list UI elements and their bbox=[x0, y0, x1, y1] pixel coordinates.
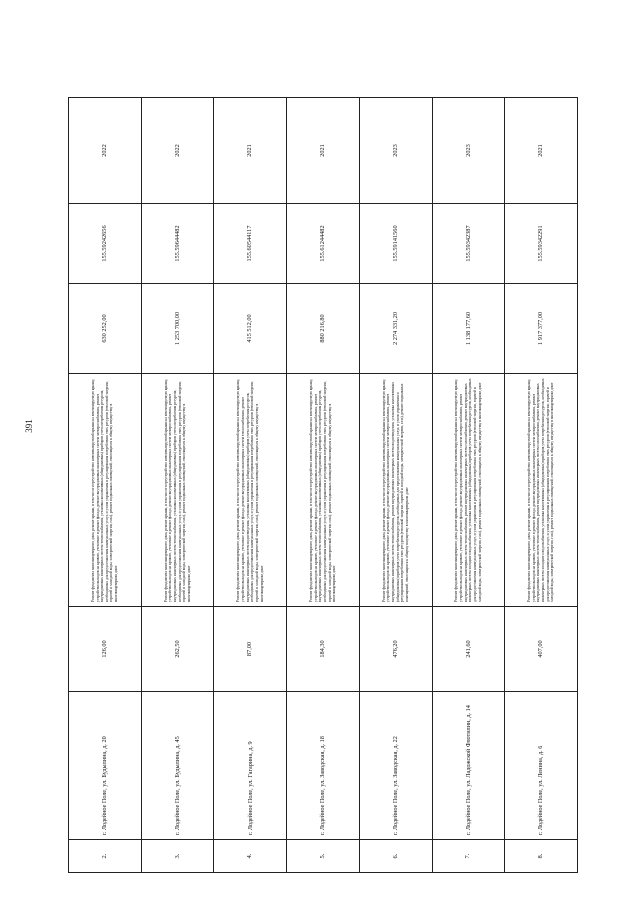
address-cell: г. Лодейное Поле, ул. Ленина, д. 6 bbox=[505, 692, 578, 840]
area-cell: 184,30 bbox=[287, 607, 360, 692]
year-cell: 2022 bbox=[69, 98, 142, 204]
year-cell: 2021 bbox=[287, 98, 360, 204]
table-body bbox=[69, 98, 578, 873]
works-description-cell: Ремонт фундамента многоквартирного дома, ремонт крыши, в том числе переустройство невентилируемой крыши на вентилируемую крышу, устройство выходов на кровлю, утепление и ремонт фасада, ремонт внутридомовых инженерных систем электроснабжения, ремонт внутридомовых инженерных систем теплоснабжения, ремонт внутридомовых инженерных систем газоснабжения, ремонт внутридомовых инженерных систем холодного водоснабжения, установка коллективных (общедомовых) приборов учета потребления ресурсов, необходимых для предоставления коммунальных услуг, и узлов управления и регулирования потребления этих ресурсов (тепловой энергии, горячей и холодной воды, электрической энергии, газа), ремонт подвальных помещений, относящихся к общему имуществу в многоквартирном доме bbox=[432, 374, 505, 607]
area-cell: 262,50 bbox=[141, 607, 214, 692]
table-row bbox=[359, 98, 432, 873]
table-row bbox=[141, 98, 214, 873]
address-cell: г. Лодейное Поле, ул. Заводская, д. 22 bbox=[359, 692, 432, 840]
table-row bbox=[69, 98, 142, 873]
year-cell: 2023 bbox=[359, 98, 432, 204]
area-cell: 476,20 bbox=[359, 607, 432, 692]
address-cell: г. Лодейное Поле, ул. Заводская, д. 18 bbox=[287, 692, 360, 840]
table-row bbox=[505, 98, 578, 873]
address-cell: г. Лодейное Поле, ул. Гагарина, д. 9 bbox=[214, 692, 287, 840]
row-number: 6. bbox=[359, 840, 432, 873]
cost-cell: 630 252,00 bbox=[69, 284, 142, 374]
code-cell: 155.59141560 bbox=[359, 204, 432, 284]
address-cell: г. Лодейное Поле, ул. Будылина, д. 45 bbox=[141, 692, 214, 840]
address-cell: г. Лодейное Поле, ул. Ладожской Флотилии, д. 14 bbox=[432, 692, 505, 840]
repair-program-table bbox=[68, 97, 578, 873]
address-cell: г. Лодейное Поле, ул. Будылина, д. 20 bbox=[69, 692, 142, 840]
area-cell: 87,00 bbox=[214, 607, 287, 692]
works-description-cell: Ремонт фундамента многоквартирного дома, ремонт крыши, в том числе переустройство невентилируемой крыши на вентилируемую крышу, устройство выходов на кровлю, утепление и ремонт фасада, ремонт внутридомовых инженерных систем электроснабжения, ремонт внутридомовых инженерных систем теплоснабжения, установка коллективных (общедомовых) приборов учета потребления ресурсов, необходимых для предоставления коммунальных услуг, и узлов управления и регулирования потребления этих ресурсов (тепловой энергии, горячей и холодной воды, электрической энергии, газа), ремонт подвальных помещений, относящихся к общему имуществу в многоквартирном доме bbox=[287, 374, 360, 607]
year-cell: 2023 bbox=[432, 98, 505, 204]
cost-cell: 1 917 377,00 bbox=[505, 284, 578, 374]
code-cell: 155.59644482 bbox=[141, 204, 214, 284]
cost-cell: 1 138 177,60 bbox=[432, 284, 505, 374]
area-cell: 126,00 bbox=[69, 607, 142, 692]
works-description-cell: Ремонт фундамента многоквартирного дома, ремонт крыши, в том числе переустройство невентилируемой крыши на вентилируемую крышу, устройство выходов на кровлю, утепление и ремонт фасада, ремонт внутридомовых инженерных систем теплоснабжения, ремонт внутридомовых инженерных систем водоотведения, установка коллективных (общедомовых) приборов учета потребления ресурсов, необходимых для предоставления коммунальных услуг, и узлов управления и регулирования потребления этих ресурсов (тепловой энергии, горячей и холодной воды, электрической энергии, газа), ремонт подвальных помещений, относящихся к общему имуществу в многоквартирном доме bbox=[214, 374, 287, 607]
row-number: 3. bbox=[141, 840, 214, 873]
works-description-cell: Ремонт фундамента многоквартирного дома, ремонт крыши, в том числе переустройство невентилируемой крыши на вентилируемую крышу, устройство выходов на кровлю, утепление и ремонт фасада, ремонт внутридомовых инженерных систем электроснабжения, ремонт внутридомовых инженерных систем теплоснабжения, установка коллективных (общедомовых) приборов учета потребления ресурсов, необходимых для предоставления коммунальных услуг, и узлов управления и регулирования потребления этих ресурсов (тепловой энергии, горячей и холодной воды, электрической энергии, газа), ремонт подвальных помещений, относящихся к общему имуществу в многоквартирном доме bbox=[141, 374, 214, 607]
year-cell: 2021 bbox=[505, 98, 578, 204]
cost-cell: 2 274 331,20 bbox=[359, 284, 432, 374]
cost-cell: 1 253 700,00 bbox=[141, 284, 214, 374]
code-cell: 155.61244482 bbox=[287, 204, 360, 284]
table-row bbox=[214, 98, 287, 873]
row-number: 2. bbox=[69, 840, 142, 873]
year-cell: 2021 bbox=[214, 98, 287, 204]
row-number: 5. bbox=[287, 840, 360, 873]
works-description-cell: Ремонт фундамента многоквартирного дома, ремонт крыши, в том числе переустройство невентилируемой крыши на вентилируемую крышу, устройство выходов на кровлю, утепление и ремонт фасада, ремонт внутридомовых инженерных систем электроснабжения, ремонт внутридомовых инженерных систем теплоснабжения, установка коллективных (общедомовых) приборов учета потребления ресурсов, необходимых для предоставления коммунальных услуг, и узлов управления и регулирования потребления этих ресурсов (тепловой энергии, горячей и холодной воды, электрической энергии, газа), ремонт подвальных помещений, относящихся к общему имуществу в многоквартирном доме bbox=[69, 374, 142, 607]
code-cell: 155.59342291 bbox=[505, 204, 578, 284]
row-number: 8. bbox=[505, 840, 578, 873]
row-number: 7. bbox=[432, 840, 505, 873]
page-number: 391 bbox=[24, 419, 34, 433]
cost-cell: 880 216,80 bbox=[287, 284, 360, 374]
code-cell: 155.60544117 bbox=[214, 204, 287, 284]
works-description-cell: Ремонт фундамента многоквартирного дома, ремонт крыши, в том числе переустройство невентилируемой крыши на вентилируемую крышу, устройство выходов на кровлю, утепление и ремонт фасада, ремонт внутридомовых инженерных систем электроснабжения, ремонт внутридомовых инженерных систем теплоснабжения, ремонт внутридомовых инженерных систем газоснабжения, ремонт внутридомовых инженерных систем холодного водоснабжения, установка коллективных (общедомовых) приборов учета потребления ресурсов, необходимых для предоставления коммунальных услуг, и узлов управления и регулирования потребления этих ресурсов (тепловой энергии, горячей и холодной воды, электрической энергии, газа), ремонт подвальных помещений, относящихся к общему имуществу в многоквартирном доме bbox=[505, 374, 578, 607]
code-cell: 155.59242656 bbox=[69, 204, 142, 284]
rotated-table-page bbox=[68, 98, 578, 873]
table-row bbox=[287, 98, 360, 873]
works-description-cell: Ремонт фундамента многоквартирного дома, ремонт крыши, в том числе переустройство невентилируемой крыши на вентилируемую крышу, устройство выходов на кровлю, утепление и ремонт фасада, ремонт внутридомовых инженерных систем электроснабжения, ремонт внутридомовых инженерных систем теплоснабжения, ремонт внутридомовых инженерных систем водоотведения, установка коллективных (общедомовых) приборов учета потребления ресурсов, необходимых для предоставления коммунальных услуг, и узлов управления и регулирования потребления этих ресурсов (тепловой энергии, горячей и холодной воды, электрической энергии, газа), ремонт подвальных помещений, относящихся к общему имуществу в многоквартирном доме bbox=[359, 374, 432, 607]
table-row bbox=[432, 98, 505, 873]
area-cell: 241,60 bbox=[432, 607, 505, 692]
year-cell: 2022 bbox=[141, 98, 214, 204]
area-cell: 407,00 bbox=[505, 607, 578, 692]
cost-cell: 415 512,00 bbox=[214, 284, 287, 374]
code-cell: 155.59342387 bbox=[432, 204, 505, 284]
row-number: 4. bbox=[214, 840, 287, 873]
